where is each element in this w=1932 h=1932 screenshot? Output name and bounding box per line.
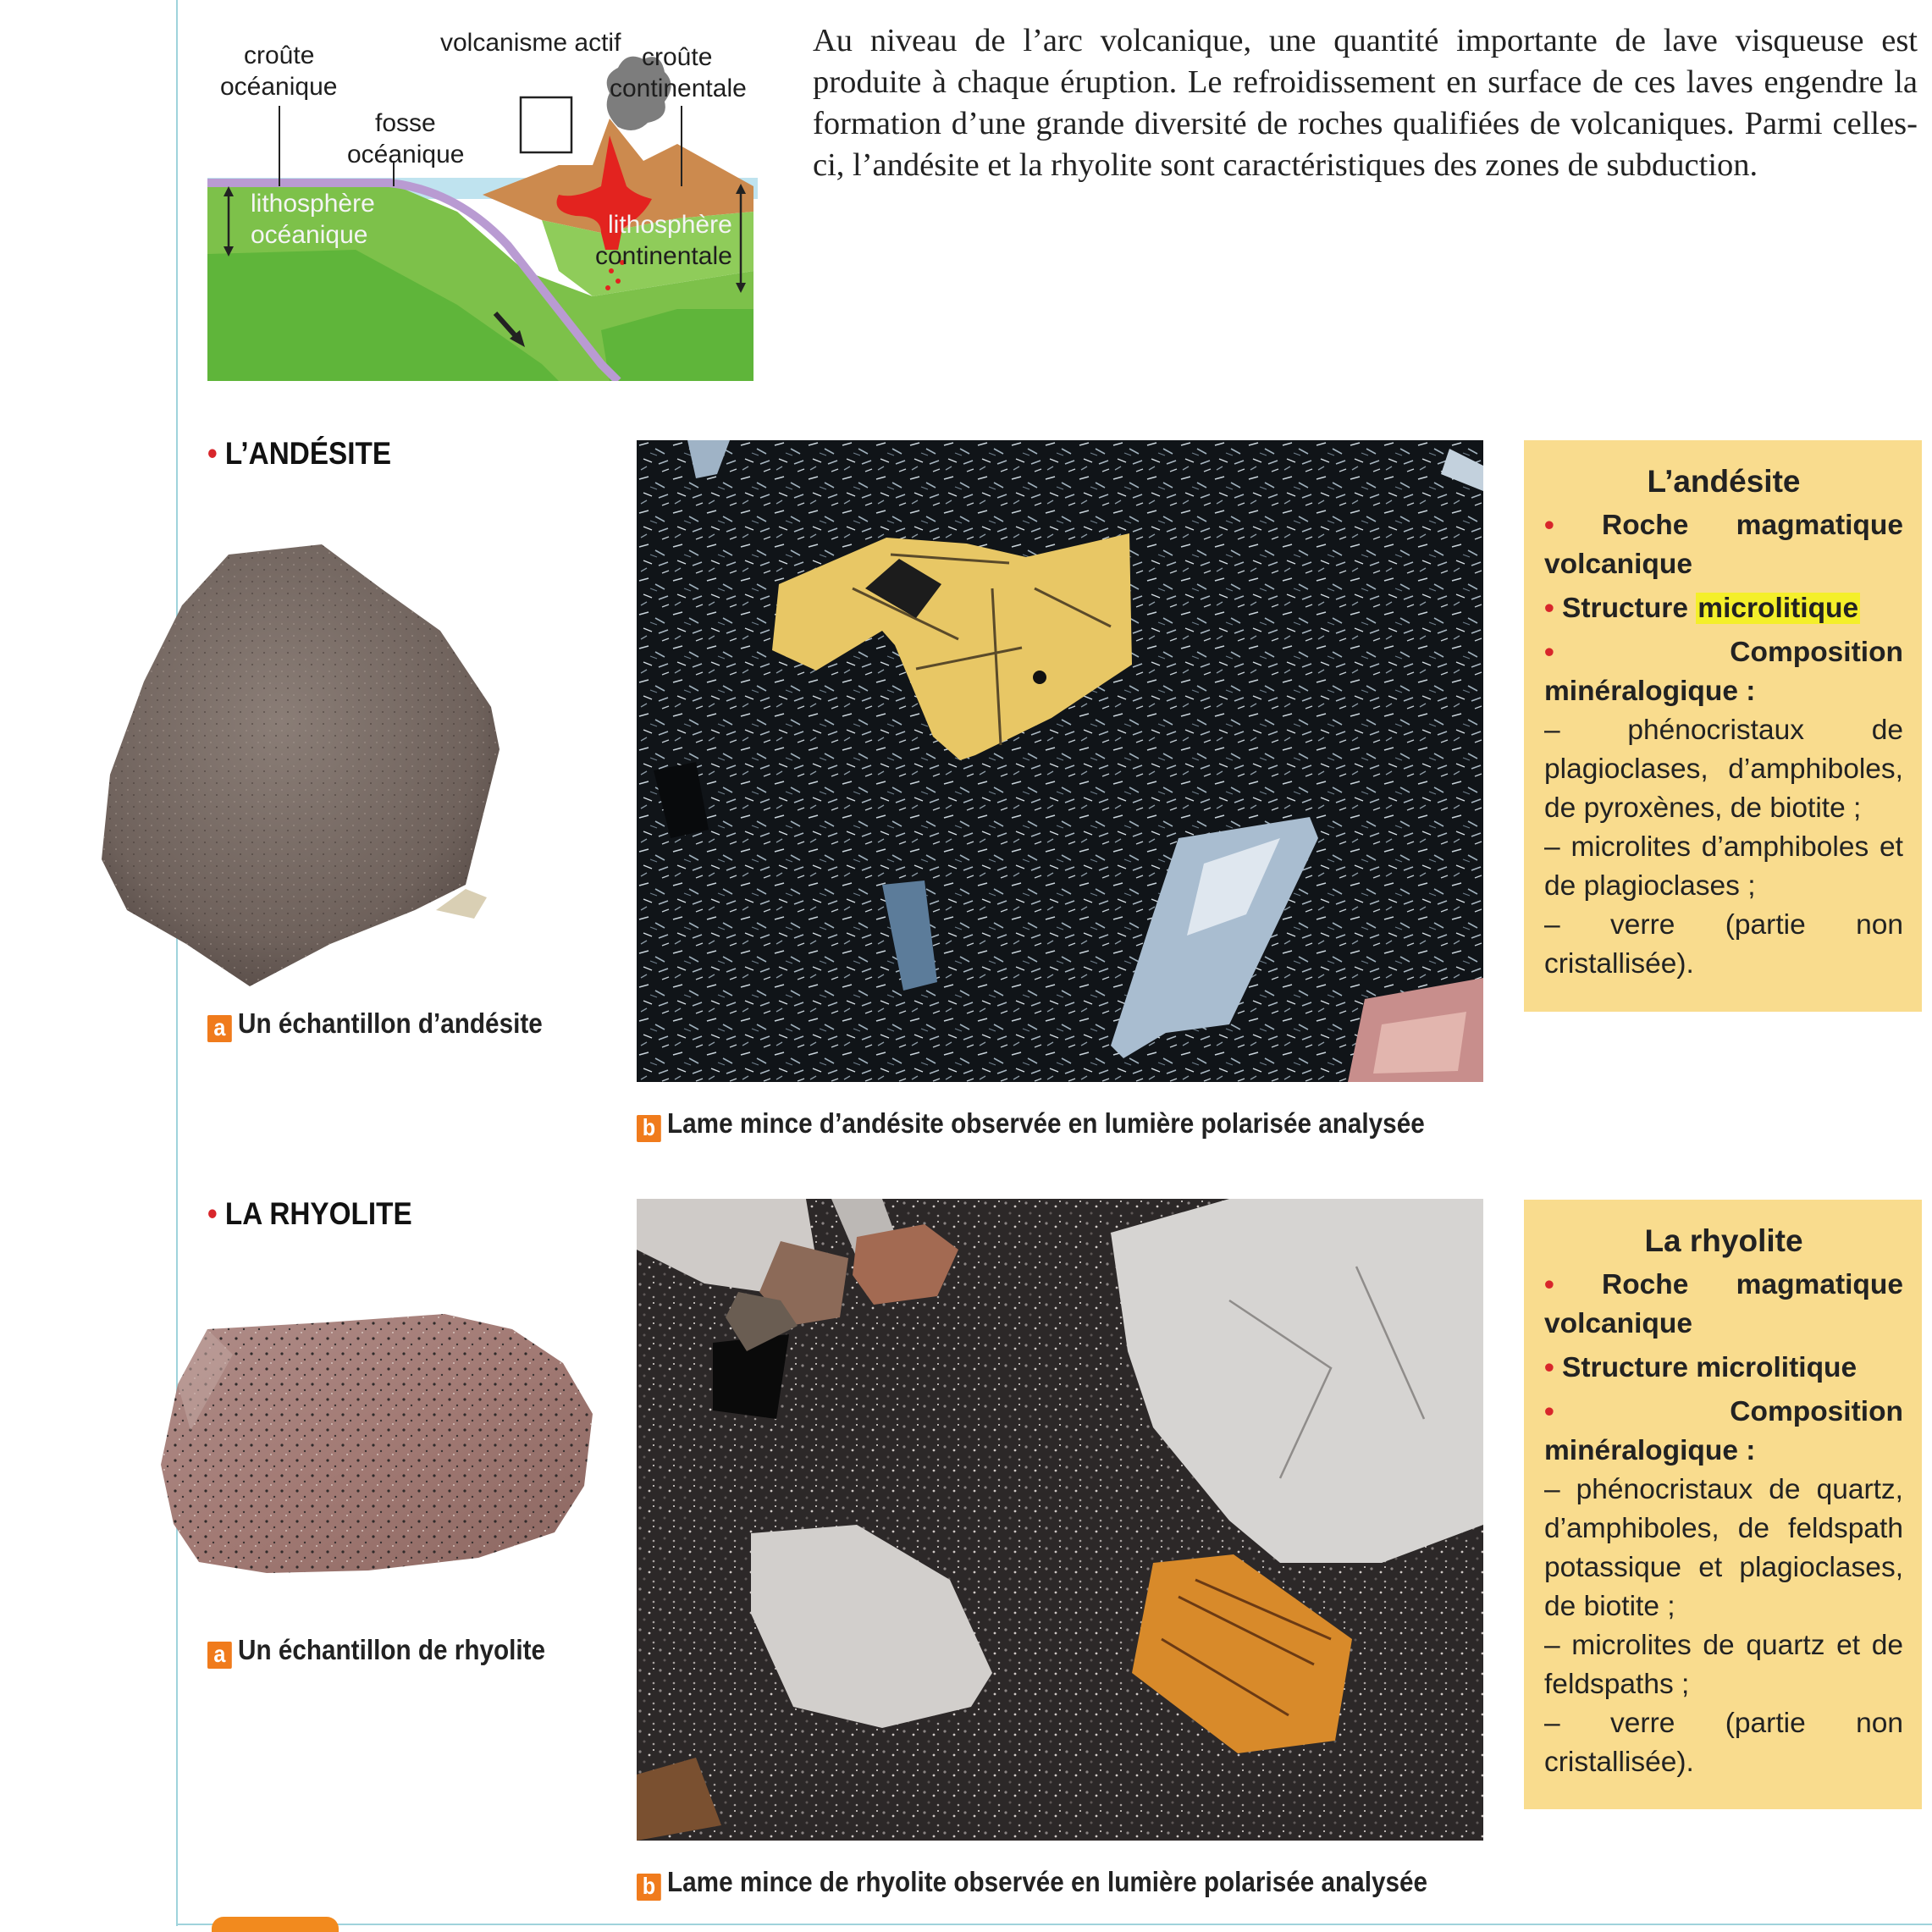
caption-tag-b: b — [637, 1874, 661, 1901]
heading-bullet: • — [207, 1196, 218, 1231]
andesite-heading-text: L’ANDÉSITE — [224, 436, 392, 471]
label-croute-continentale-1: croûte — [642, 43, 713, 71]
rhyolite-caption-a — [207, 1634, 545, 1669]
andesite-thin-section-photo — [637, 440, 1483, 1082]
rhyolite-caption-b — [637, 1866, 1427, 1901]
label-croute-continentale-2: continentale — [610, 75, 747, 102]
andesite-caption-b-text: Lame mince d’andésite observée en lumière polarisée analysée — [667, 1107, 1425, 1139]
rhyolite-thin-section-photo — [637, 1199, 1483, 1841]
label-litho-continentale-1: lithosphère — [608, 211, 732, 239]
heading-bullet: • — [207, 436, 218, 471]
andesite-box-item2-prefix: Structure — [1562, 593, 1697, 624]
andesite-box-item2: • Structure microlitique — [1544, 593, 1859, 624]
andesite-box-item1-text: Roche magmatique volcanique — [1544, 510, 1903, 580]
rhyolite-box-item2-text: Structure microlitique — [1562, 1352, 1857, 1383]
rhyolite-box-line1: – phénocristaux de quartz, d’amphiboles, de feldspath potassique et plagioclases, de biotite ; — [1544, 1474, 1903, 1622]
rhyolite-box-item1: • Roche magmatique volcanique — [1544, 1269, 1903, 1339]
andesite-box-title: L’andésite — [1647, 464, 1801, 499]
rhyolite-info-box — [1524, 1200, 1922, 1809]
andesite-box-item3-text: Composition minéralogique : — [1544, 637, 1903, 707]
rhyolite-sample-photo — [157, 1304, 601, 1583]
page-tab-marker — [212, 1917, 339, 1932]
label-croute-oceanique-1: croûte — [244, 41, 315, 69]
rhyolite-box-item3: • Composition minéralogique : — [1544, 1396, 1903, 1466]
andesite-caption-a-text: Un échantillon d’andésite — [238, 1007, 543, 1039]
andesite-box-item3: • Composition minéralogique : — [1544, 637, 1903, 707]
rhyolite-box-item2: • Structure microlitique — [1544, 1352, 1857, 1383]
andesite-caption-a — [207, 1007, 543, 1042]
andesite-info-box — [1524, 440, 1922, 1012]
rhyolite-box-title: La rhyolite — [1644, 1223, 1803, 1258]
andesite-caption-b — [637, 1107, 1425, 1142]
caption-tag-a: a — [207, 1642, 232, 1669]
label-litho-continentale-2: continentale — [595, 242, 732, 270]
rhyolite-caption-a-text: Un échantillon de rhyolite — [238, 1634, 546, 1665]
rhyolite-heading-text: LA RHYOLITE — [224, 1196, 412, 1231]
page-frame-bottom — [176, 1924, 1932, 1925]
rhyolite-box-item3-text: Composition minéralogique : — [1544, 1396, 1903, 1466]
andesite-box-line1: – phénocristaux de plagioclases, d’amphiboles, de pyroxènes, de biotite ; — [1544, 715, 1903, 824]
rhyolite-box-item1-text: Roche magmatique volcanique — [1544, 1269, 1903, 1339]
label-volcanisme-actif: volcanisme actif — [440, 29, 621, 57]
andesite-heading — [207, 436, 391, 472]
rhyolite-box-line2: – microlites de quartz et de feldspaths ; — [1544, 1630, 1903, 1700]
andesite-box-line3: – verre (partie non cristallisée). — [1544, 909, 1903, 980]
andesite-box-item2-highlight: microlitique — [1697, 593, 1859, 624]
label-litho-oceanique-1: lithosphère — [251, 190, 375, 218]
label-fosse-2: océanique — [347, 141, 465, 168]
rhyolite-caption-b-text: Lame mince de rhyolite observée en lumière polarisée analysée — [667, 1866, 1428, 1897]
rhyolite-box-line3: – verre (partie non cristallisée). — [1544, 1708, 1903, 1778]
caption-tag-b: b — [637, 1115, 661, 1142]
label-fosse-1: fosse — [375, 109, 436, 137]
caption-tag-a: a — [207, 1015, 232, 1042]
intro-paragraph: Au niveau de l’arc volcanique, une quantité importante de lave visqueuse est produite à chaque éruption. Le refroidissement en surface de ces laves engendre la formation d’une grande diversité de roches qualifiées de volcaniques. Parmi celles-ci, l’andésite et la rhyolite sont caractéristiques des zones de subduction. — [813, 23, 1918, 183]
subduction-diagram — [203, 17, 762, 381]
label-litho-oceanique-2: océanique — [251, 221, 368, 249]
andesite-box-item1: • Roche magmatique volcanique — [1544, 510, 1903, 580]
rhyolite-heading — [207, 1196, 412, 1232]
label-croute-oceanique-2: océanique — [220, 73, 338, 101]
andesite-sample-photo — [102, 538, 601, 995]
andesite-box-line2: – microlites d’amphiboles et de plagioclases ; — [1544, 831, 1903, 902]
